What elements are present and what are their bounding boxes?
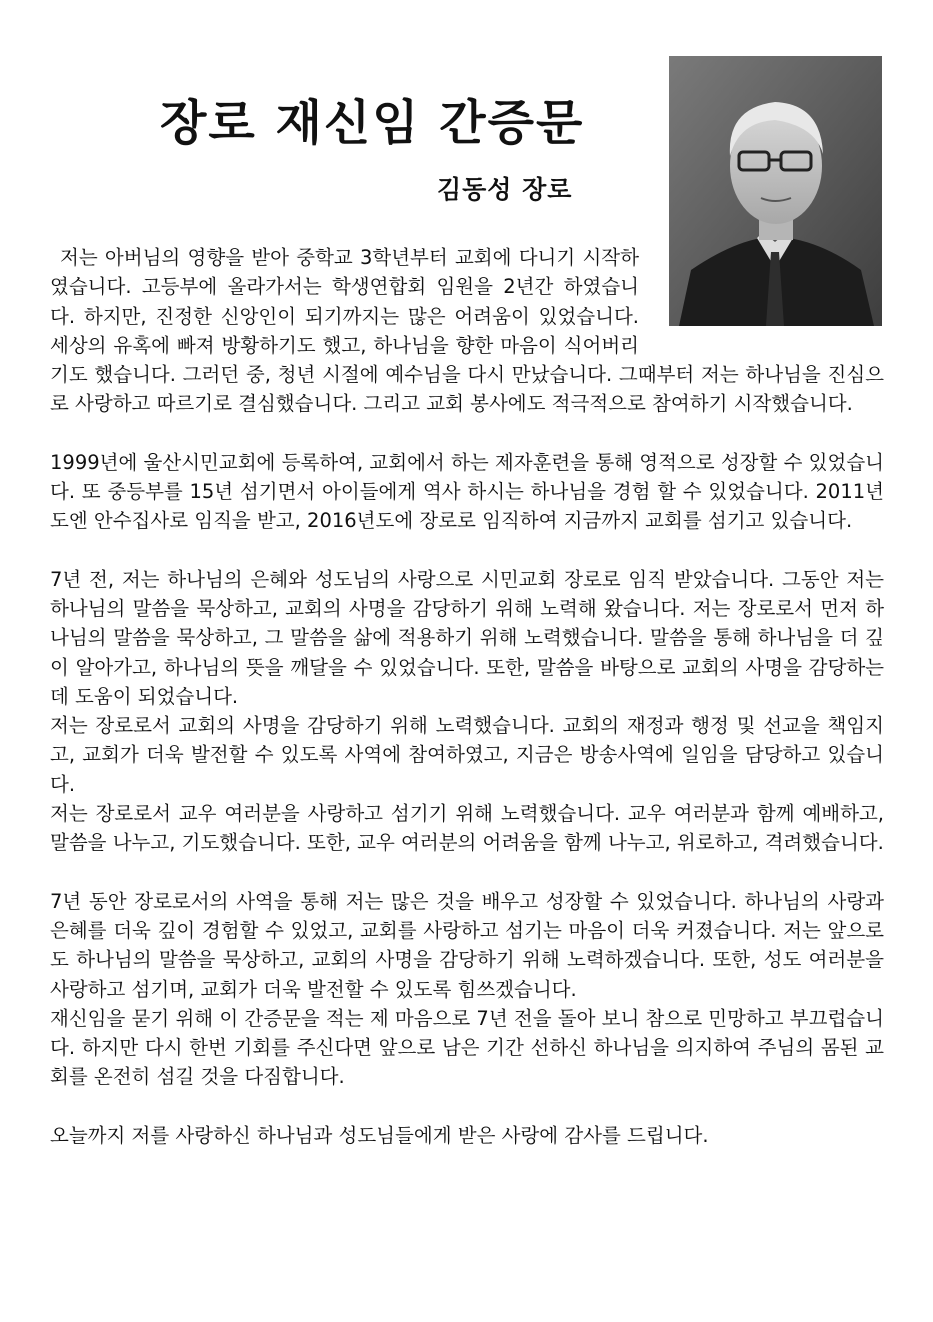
paragraph: 7년 동안 장로로서의 사역을 통해 저는 많은 것을 배우고 성장할 수 있었습니다. 하나님의 사랑과 은혜를 더욱 깊이 경험할 수 있었고, 교회를 사랑하고 섬기는 마음이 더욱 커졌습니다. 저는 앞으로도 하나님의 말씀을 묵상하고, 교회의 사명을 감당하기 위해 노력하겠습니다. 또한, 성도 여러분을 사랑하고 섬기며, 교회가 더욱 발전할 수 있도록 힘쓰겠습니다. [50,889,884,1001]
paragraph: 저는 아버님의 영향을 받아 중학교 3학년부터 교회에 다니기 시작하였습니다. 고등부에 올라가서는 학생연합회 임원을 2년간 하였습니다. 하지만, 진정한 신앙인이 되기까지는 많은 어려움이 있었습니다. 세상의 유혹에 빠져 방황하기도 했고, 하나님을 향한 마음이 식어버리기도 했습니다. 그러던 중, 청년 시절에 예수님을 다시 만났습니다. 그때부터 저는 하나님을 진심으로 사랑하고 따르기로 결심했습니다. 그리고 교회 봉사에도 적극적으로 참여하기 시작했습니다. [50,246,884,416]
paragraph: 저는 장로로서 교우 여러분을 사랑하고 섬기기 위해 노력했습니다. 교우 여러분과 함께 예배하고, 말씀을 나누고, 기도했습니다. 또한, 교우 여러분의 어려움을 함께 나누고, 위로하고, 격려했습니다. [50,802,884,855]
testimony-body [50,243,884,1150]
paragraph: 저는 장로로서 교회의 사명을 감당하기 위해 노력했습니다. 교회의 재정과 행정 및 선교을 책임지고, 교회가 더욱 발전할 수 있도록 사역에 참여하였고, 지금은 방송사역에 일임을 담당하고 있습니다. [50,714,884,796]
paragraph: 재신임을 묻기 위해 이 간증문을 적는 제 마음으로 7년 전을 돌아 보니 참으로 민망하고 부끄럽습니다. 하지만 다시 한번 기회를 주신다면 앞으로 남은 기간 선하신 하나님을 의지하여 주님의 몸된 교회를 온전히 섬길 것을 다짐합니다. [50,1006,884,1089]
paragraph: 오늘까지 저를 사랑하신 하나님과 성도님들에게 받은 사랑에 감사를 드립니다. [50,1123,709,1147]
author-name: 김동성 장로 [437,175,573,204]
paragraph: 7년 전, 저는 하나님의 은혜와 성도님의 사랑으로 시민교회 장로로 임직 받았습니다. 그동안 저는 하나님의 말씀을 묵상하고, 교회의 사명을 감당하기 위해 노력해 왔습니다. 저는 장로로서 먼저 하나님의 말씀을 묵상하고, 그 말씀을 삶에 적용하기 위해 노력했습니다. 말씀을 통해 하나님을 더 깊이 알아가고, 하나님의 뜻을 깨달을 수 있었습니다. 또한, 말씀을 바탕으로 교회의 사명을 감당하는 데 도움이 되었습니다. [50,567,884,708]
paragraph: 1999년에 울산시민교회에 등록하여, 교회에서 하는 제자훈련을 통해 영적으로 성장할 수 있었습니다. 또 중등부를 15년 섬기면서 아이들에게 역사 하시는 하나님을 경험 할 수 있었습니다. 2011년도엔 안수집사로 임직을 받고, 2016년도에 장로로 임직하여 지금까지 교회를 섬기고 있습니다. [50,450,884,533]
page-title: 장로 재신임 간증문 [160,95,585,151]
